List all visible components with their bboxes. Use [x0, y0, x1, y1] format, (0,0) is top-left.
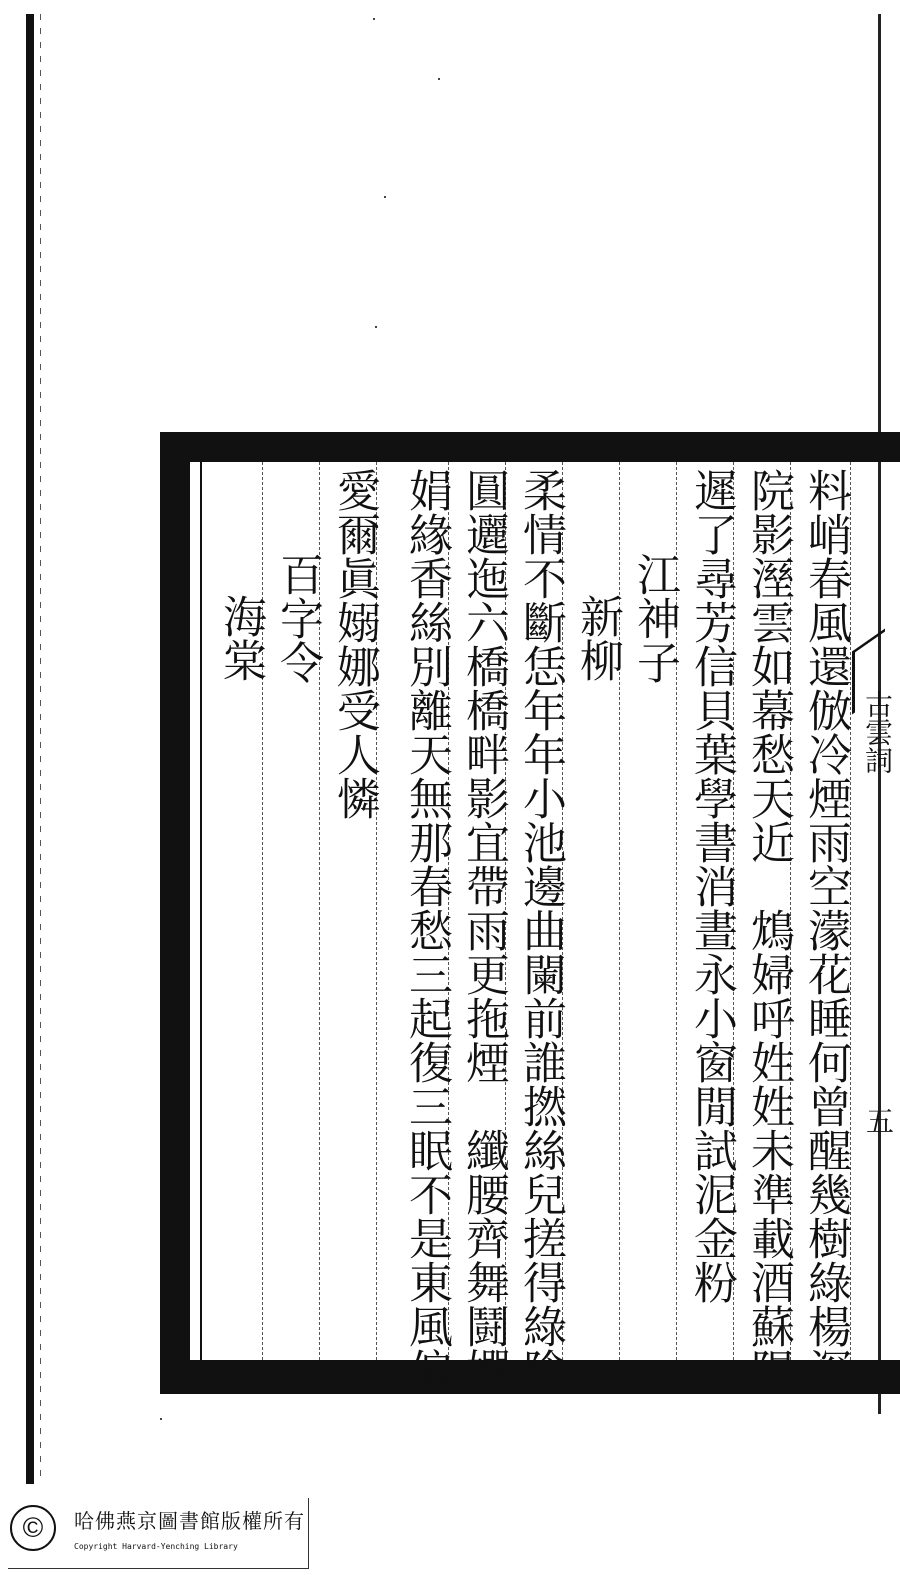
- copyright-symbol: ©: [10, 1505, 56, 1551]
- text-column: 院影溼雲如幕愁天近 鴆婦呼姓姓未準載酒蘇隄: [743, 468, 794, 1392]
- text-column: 圓邐迤六橋橋畔影宜帶雨更拖煙 纖腰齊舞鬪嬋: [458, 468, 509, 1392]
- page-number: 五: [866, 1105, 895, 1138]
- text-column: 料峭春風還倣冷煙雨空濛花睡何曾醒幾樹綠楊深: [800, 468, 851, 1392]
- text-column: 娟緣香絲別離天無那春愁三起復三眠不是東風偏: [401, 468, 452, 1392]
- book-spine: [26, 14, 34, 1484]
- tune-title: 江神子: [629, 552, 680, 684]
- speck: [373, 18, 375, 20]
- copyright-english: Copyright Harvard-Yenching Library: [74, 1542, 238, 1551]
- block-border-top: [160, 432, 900, 462]
- block-border-left: [160, 432, 190, 1394]
- text-column: 愛爾眞嫋娜受人憐: [329, 468, 380, 820]
- speck: [384, 196, 386, 198]
- text-column: 遲了尋芳信貝葉學書消晝永小窗閒試泥金粉: [686, 468, 737, 1304]
- page-edge-left: [40, 14, 41, 1484]
- block-inner-border-left: [200, 462, 202, 1360]
- poem-title: 新柳: [572, 594, 623, 682]
- text-column: 柔情不斷恁年年小池邊曲闌前誰撚絲兒搓得綠陰: [515, 468, 566, 1392]
- speck: [375, 326, 377, 328]
- copyright-chinese: 哈佛燕京圖書館版權所有: [74, 1509, 305, 1533]
- speck: [160, 1418, 162, 1420]
- tune-title: 百字令: [272, 552, 323, 684]
- speck: [438, 78, 440, 80]
- centre-title: 古雲詞: [861, 690, 894, 774]
- poem-title: 海棠: [215, 594, 266, 682]
